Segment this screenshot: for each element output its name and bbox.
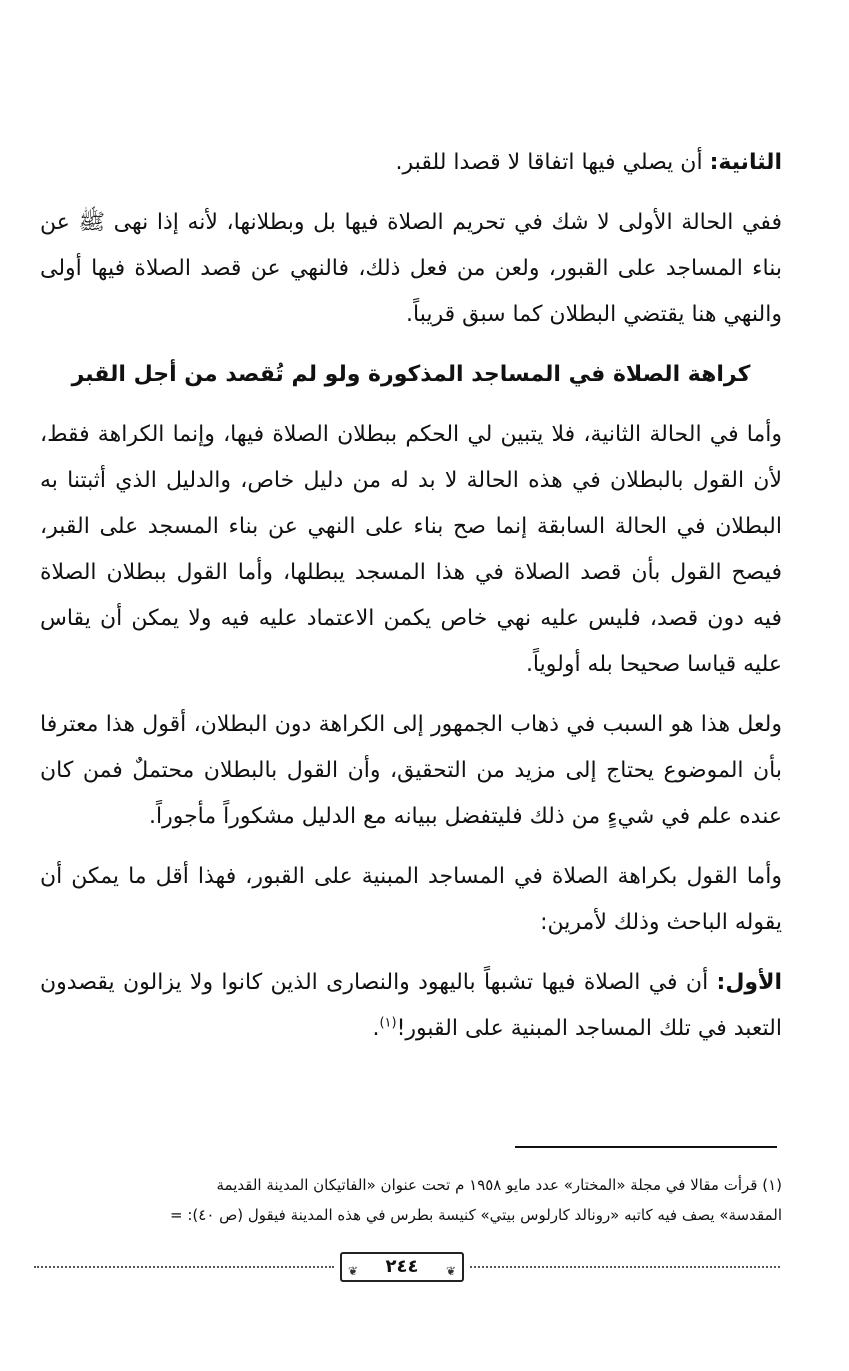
- footnote-line: المقدسة» يصف فيه كاتبه «رونالد كارلوس بيتي» كنيسة بطرس في هذه المدينة فيقول (ص ٤٠): =: [170, 1206, 782, 1224]
- ornament-icon: ❦: [445, 1264, 456, 1278]
- page-number: ٢٤٤: [385, 1256, 419, 1277]
- paragraph-second-case: [40, 140, 782, 186]
- paragraph-text: أن يصلي فيها اتفاقا لا قصدا للقبر.: [395, 150, 710, 175]
- footnote-reference[interactable]: (١): [379, 1015, 397, 1031]
- paragraph-lead: الأول:: [716, 970, 782, 995]
- page-footer: [0, 1252, 849, 1282]
- section-heading: كراهة الصلاة في المساجد المذكورة ولو لم تُقصد من أجل القبر: [71, 362, 751, 387]
- footnotes: [30, 1170, 782, 1230]
- paragraph-second-case-ruling: وأما في الحالة الثانية، فلا يتبين لي الحكم ببطلان الصلاة فيها، وإنما الكراهة فقط، لأن القول بالبطلان في هذه الحالة لا بد له من دليل خاص، والدليل الذي أثبتنا به البطلان في الحالة السابقة إنما صح بناء على النهي عن بناء المسجد على القبر، فيصح القول بأن قصد الصلاة في هذا المسجد يبطلها، وأما القول ببطلان الصلاة فيه دون قصد، فليس عليه نهي خاص يكمن الاعتماد عليه فيه ولا يمكن أن يقاس عليه قياسا صحيحا بله أولوياً.: [40, 422, 782, 677]
- footer-dotted-rule-left: [34, 1266, 334, 1268]
- paragraph-end: .: [372, 1016, 380, 1041]
- page-number-frame: [340, 1252, 464, 1282]
- paragraph-first-case-ruling: ففي الحالة الأولى لا شك في تحريم الصلاة فيها بل وبطلانها، لأنه إذا نهى ﷺ عن بناء المساجد على القبور، ولعن من فعل ذلك، فالنهي عن قصد الصلاة فيها أولى والنهي هنا يقتضي البطلان كما سبق قريباً.: [40, 210, 782, 327]
- footnote-divider: [515, 1146, 777, 1148]
- paragraph-dislike-ruling: وأما القول بكراهة الصلاة في المساجد المبنية على القبور، فهذا أقل ما يمكن أن يقوله الباحث وذلك لأمرين:: [40, 864, 782, 935]
- paragraph-majority-opinion: ولعل هذا هو السبب في ذهاب الجمهور إلى الكراهة دون البطلان، أقول هذا معترفا بأن الموضوع يحتاج إلى مزيد من التحقيق، وأن القول بالبطلان محتملٌ فمن كان عنده علم في شيءٍ من ذلك فليتفضل ببيانه مع الدليل مشكوراً مأجوراً.: [40, 712, 782, 829]
- paragraph-first-reason: [40, 960, 782, 1052]
- main-text: [40, 140, 782, 1066]
- paragraph-text: أن في الصلاة فيها تشبهاً باليهود والنصارى الذين كانوا ولا يزالون يقصدون التعبد في تلك المساجد المبنية على القبور!: [40, 970, 782, 1041]
- ornament-icon: ❦: [348, 1264, 359, 1278]
- footnote-line: (١) قرأت مقالا في مجلة «المختار» عدد مايو ١٩٥٨ م تحت عنوان «الفاتيكان المدينة القديمة: [216, 1176, 782, 1194]
- paragraph-lead: الثانية:: [709, 150, 782, 175]
- footer-dotted-rule-right: [470, 1266, 780, 1268]
